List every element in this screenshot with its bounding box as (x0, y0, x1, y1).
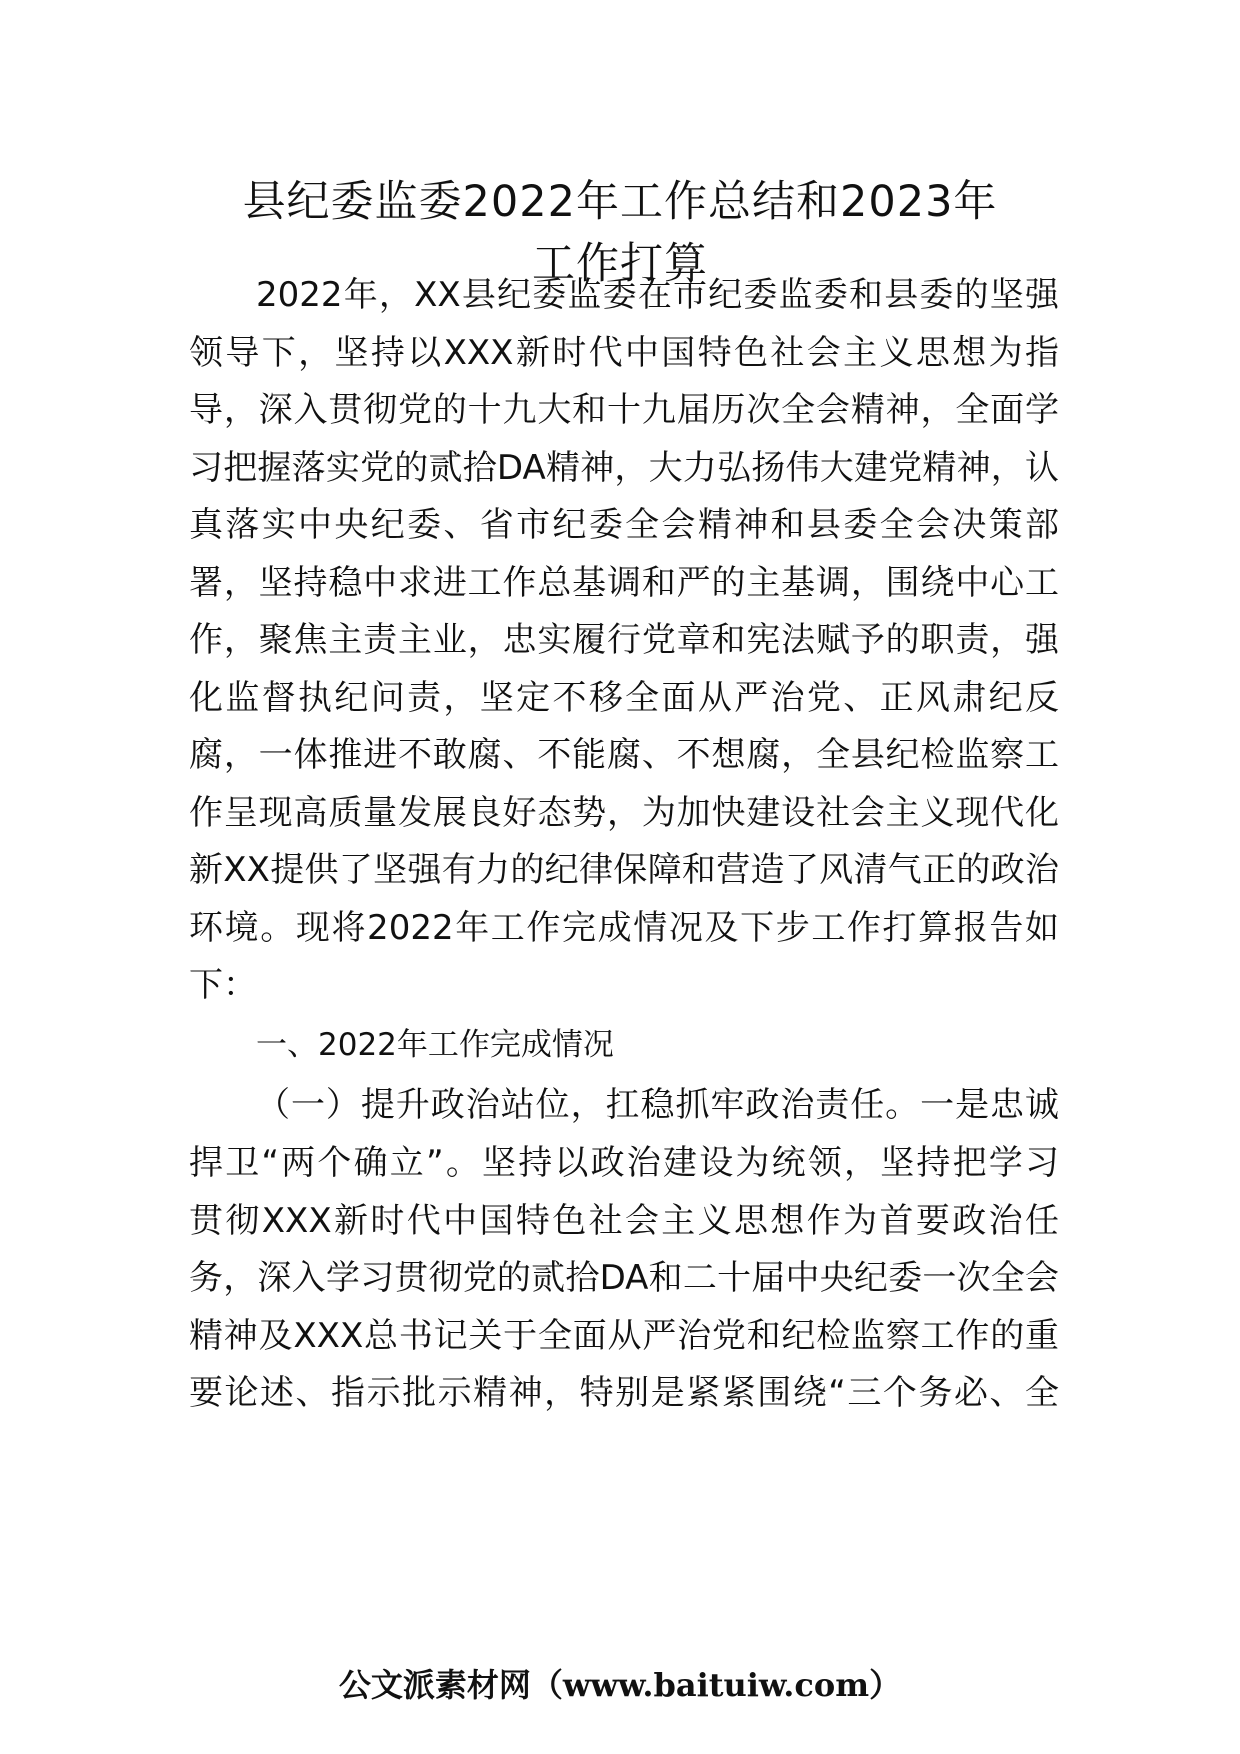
paragraph-line: 环境。现将2022年工作完成情况及下步工作打算报告如 (189, 908, 1059, 948)
paragraph-line: 下： (189, 965, 257, 1005)
document-title-line-1: 县纪委监委2022年工作总结和2023年 (242, 177, 998, 227)
paragraph-line: 作，聚焦主责主业，忠实履行党章和宪法赋予的职责，强 (189, 620, 1059, 660)
paragraph-line: 2022年，XX县纪委监委在市纪委监委和县委的坚强 (256, 275, 1059, 315)
paragraph-line: 作呈现高质量发展良好态势，为加快建设社会主义现代化 (189, 793, 1059, 833)
paragraph-line: 精神及XXX总书记关于全面从严治党和纪检监察工作的重 (189, 1316, 1059, 1356)
paragraph-line: 腐，一体推进不敢腐、不能腐、不想腐，全县纪检监察工 (189, 735, 1059, 775)
document-title-line-2: 工作打算 (532, 239, 708, 289)
footer-watermark: 公文派素材网（www.baituiw.com） (338, 1666, 902, 1704)
paragraph-line: 习把握落实党的贰拾DA精神，大力弘扬伟大建党精神，认 (189, 448, 1059, 488)
paragraph-line: （一）提升政治站位，扛稳抓牢政治责任。一是忠诚 (256, 1085, 1059, 1125)
paragraph-line: 署，坚持稳中求进工作总基调和严的主基调，围绕中心工 (189, 563, 1059, 603)
paragraph-line: 领导下，坚持以XXX新时代中国特色社会主义思想为指 (189, 333, 1059, 373)
paragraph-line: 务，深入学习贯彻党的贰拾DA和二十届中央纪委一次全会 (189, 1258, 1059, 1298)
paragraph-line: 导，深入贯彻党的十九大和十九届历次全会精神，全面学 (189, 390, 1059, 430)
paragraph-line: 真落实中央纪委、省市纪委全会精神和县委全会决策部 (189, 505, 1059, 545)
section-heading: 一、2022年工作完成情况 (256, 1027, 614, 1063)
paragraph-line: 捍卫“两个确立”。坚持以政治建设为统领，坚持把学习 (189, 1143, 1059, 1183)
paragraph-line: 新XX提供了坚强有力的纪律保障和营造了风清气正的政治 (189, 850, 1059, 890)
paragraph-line: 化监督执纪问责，坚定不移全面从严治党、正风肃纪反 (189, 678, 1059, 718)
paragraph-line: 贯彻XXX新时代中国特色社会主义思想作为首要政治任 (189, 1201, 1059, 1241)
paragraph-line: 要论述、指示批示精神，特别是紧紧围绕“三个务必、全 (189, 1373, 1059, 1413)
